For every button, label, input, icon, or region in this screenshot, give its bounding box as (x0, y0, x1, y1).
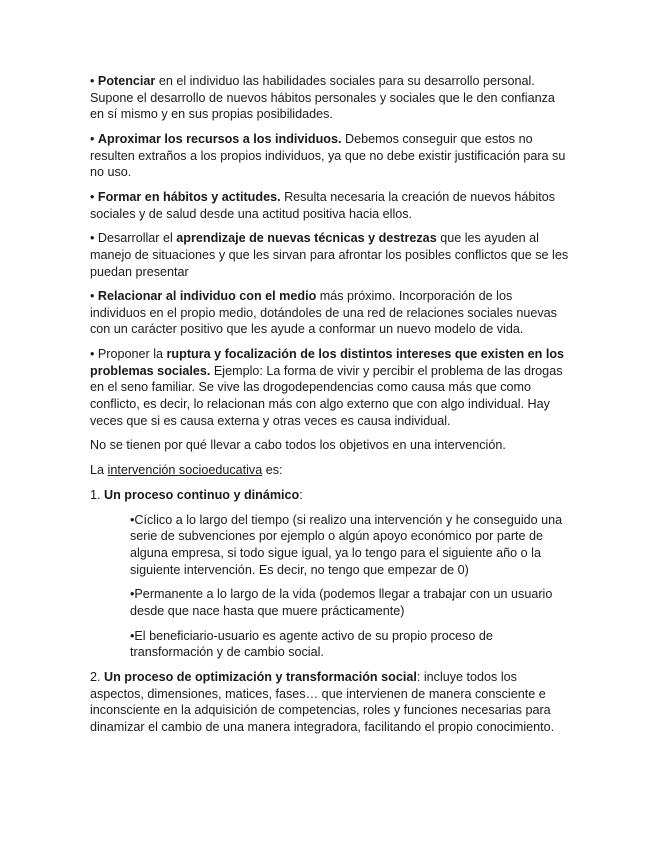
item-text: : incluye todos los aspectos, dimensiones, matices, fases… que intervienen de manera consciente e inconsciente en la adquisición de competencias, roles y funciones necesarias para dinamizar el cambio de una manera integradora, facilitando el propio conocimiento. (90, 670, 555, 734)
bullet-aproximar (90, 131, 570, 181)
item-number: 2. (90, 670, 105, 685)
bullet-prefix: • Desarrollar el (90, 231, 177, 246)
bullet-bold-text: aprendizaje de nuevas técnicas y destrezas (176, 231, 437, 246)
bullet-text: Resulta necesaria la creación de nuevos hábitos sociales y de salud desde una actitud positiva hacia ellos. (90, 189, 556, 221)
sub-item-beneficiario: •El beneficiario-usuario es agente activo de su propio proceso de transformación y de cambio social. (130, 628, 493, 660)
bullet-text: Debemos conseguir que estos no resulten extraños a los propios individuos, ya que no debe existir justificación para su no uso. (90, 131, 566, 180)
bullet-formar (90, 189, 570, 222)
bullet-prefix: • (90, 131, 98, 146)
bullet-bold-text: Potenciar (97, 74, 156, 88)
bullet-prefix: • (90, 189, 98, 204)
item-number: 1. (90, 487, 105, 502)
bullet-bold-text: Relacionar al individuo con el medio (97, 289, 317, 304)
bullet-proponer (90, 346, 570, 429)
bullet-relacionar (90, 288, 570, 338)
bullet-text: Ejemplo: La forma de vivir y percibir el problema de las drogas en el seno familiar. Se vive las drogodependencias como causa más que como conflicto, es decir, lo relacionan más con algo externo que con algo individual. Hay veces que si es causa externa y otras veces es causa individual. (90, 363, 563, 428)
bullet-desarrollar (90, 230, 570, 280)
sub-item-permanente: •Permanente a lo largo de la vida (podemos llegar a trabajar con un usuario desde que nace hasta que muere prácticamente) (130, 587, 553, 618)
note-paragraph: No se tienen por qué llevar a cabo todos los objetivos en una intervención. (90, 438, 506, 453)
numbered-item-2 (90, 669, 570, 735)
bullet-prefix: • Proponer la (90, 347, 167, 362)
item-bold-title: Un proceso continuo y dinámico (104, 487, 300, 502)
document-page (90, 73, 570, 744)
intro-underlined-term: intervención socioeducativa (107, 463, 263, 478)
numbered-item-1 (90, 487, 570, 504)
item-bold-title: Un proceso de optimización y transformación social (104, 670, 417, 685)
intro-paragraph (90, 462, 570, 479)
bullet-potenciar (90, 73, 570, 123)
item-text: : (299, 487, 303, 502)
bullet-bold-text: ruptura y focalización de los distintos intereses que existen en los problemas sociales. (90, 347, 565, 378)
intro-prefix: La (90, 463, 108, 478)
bullet-prefix: • (90, 74, 98, 88)
bullet-text: que les ayuden al manejo de situaciones y que les sirvan para afrontar los posibles conflictos que se les puedan presentar (90, 231, 569, 279)
bullet-bold-text: Formar en hábitos y actitudes. (97, 189, 281, 204)
sub-item-ciclico: •Cíclico a lo largo del tiempo (si realizo una intervención y he conseguido una serie de subvenciones por ejemplo o algún apoyo económico por parte de alguna empresa, si todo sigue igual, ya lo tengo para el siguiente año o la siguiente intervención. Es decir, no tengo que empezar de 0) (130, 512, 563, 577)
bullet-text: más próximo. Incorporación de los individuos en el propio medio, dotándoles de una red de relaciones sociales nuevas con un carácter positivo que les ayude a conformar un nuevo modelo de vida. (90, 289, 557, 337)
bullet-prefix: • (90, 289, 98, 304)
intro-suffix: es: (262, 463, 283, 478)
bullet-text: en el individuo las habilidades sociales para su desarrollo personal. Supone el desarrollo de nuevos hábitos personales y sociales que le den confianza en sí mismo y en sus propias posibilidades. (90, 74, 555, 122)
bullet-bold-text: Aproximar los recursos a los individuos. (97, 131, 342, 146)
